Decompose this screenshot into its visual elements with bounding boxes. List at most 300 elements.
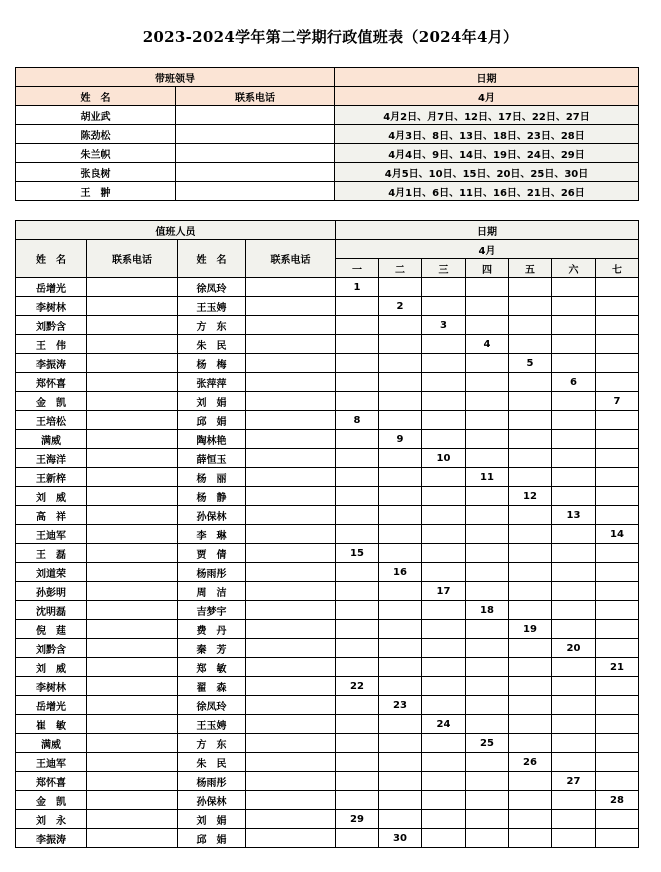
staff-phone2 <box>246 829 336 848</box>
leader-dates: 4月4日、9日、14日、19日、24日、29日 <box>335 144 639 163</box>
empty-day-cell <box>509 525 552 544</box>
empty-day-cell <box>596 278 639 297</box>
staff-phone1 <box>87 810 178 829</box>
staff-row <box>16 696 639 715</box>
staff-phone1 <box>87 791 178 810</box>
empty-day-cell <box>466 278 509 297</box>
page-title: 2023-2024学年第二学期行政值班表（2024年4月） <box>142 28 519 46</box>
empty-day-cell <box>552 449 596 468</box>
staff-name1: 李振涛 <box>16 354 87 373</box>
leader-name: 陈劲松 <box>16 125 176 144</box>
empty-day-cell <box>509 772 552 791</box>
empty-day-cell <box>422 791 466 810</box>
empty-day-cell <box>552 753 596 772</box>
staff-phone2 <box>246 354 336 373</box>
staff-name1: 满威 <box>16 734 87 753</box>
duty-day-cell: 5 <box>509 354 552 373</box>
staff-name2-header: 姓 名 <box>178 240 246 278</box>
duty-day-cell: 23 <box>379 696 422 715</box>
empty-day-cell <box>596 487 639 506</box>
empty-day-cell <box>379 791 422 810</box>
staff-phone2 <box>246 506 336 525</box>
duty-day-cell: 10 <box>422 449 466 468</box>
staff-phone2 <box>246 677 336 696</box>
empty-day-cell <box>422 772 466 791</box>
empty-day-cell <box>596 563 639 582</box>
staff-name2: 朱 民 <box>178 335 246 354</box>
staff-name1: 王新梓 <box>16 468 87 487</box>
staff-row <box>16 316 639 335</box>
staff-phone2 <box>246 487 336 506</box>
empty-day-cell <box>466 449 509 468</box>
empty-day-cell <box>336 582 379 601</box>
staff-row <box>16 658 639 677</box>
empty-day-cell <box>336 829 379 848</box>
empty-day-cell <box>552 829 596 848</box>
empty-day-cell <box>466 791 509 810</box>
staff-name2: 吉梦宇 <box>178 601 246 620</box>
staff-name1: 王迪军 <box>16 525 87 544</box>
staff-name2: 刘 娟 <box>178 810 246 829</box>
staff-phone2 <box>246 582 336 601</box>
empty-day-cell <box>596 297 639 316</box>
staff-name1: 金 凯 <box>16 791 87 810</box>
empty-day-cell <box>422 335 466 354</box>
duty-day-cell: 15 <box>336 544 379 563</box>
leader-name: 朱兰帜 <box>16 144 176 163</box>
empty-day-cell <box>552 525 596 544</box>
leader-row <box>16 182 639 201</box>
empty-day-cell <box>422 487 466 506</box>
duty-day-cell: 19 <box>509 620 552 639</box>
empty-day-cell <box>509 791 552 810</box>
empty-day-cell <box>336 696 379 715</box>
empty-day-cell <box>466 316 509 335</box>
empty-day-cell <box>336 449 379 468</box>
empty-day-cell <box>552 544 596 563</box>
empty-day-cell <box>336 791 379 810</box>
staff-name1: 岳增光 <box>16 696 87 715</box>
duty-day-cell: 13 <box>552 506 596 525</box>
staff-row <box>16 715 639 734</box>
staff-phone1 <box>87 278 178 297</box>
empty-day-cell <box>379 411 422 430</box>
empty-day-cell <box>336 354 379 373</box>
staff-phone1 <box>87 639 178 658</box>
duty-day-cell: 7 <box>596 392 639 411</box>
staff-row <box>16 563 639 582</box>
empty-day-cell <box>379 753 422 772</box>
staff-name2: 邱 娟 <box>178 829 246 848</box>
empty-day-cell <box>552 810 596 829</box>
duty-day-cell: 1 <box>336 278 379 297</box>
empty-day-cell <box>466 392 509 411</box>
staff-phone2 <box>246 392 336 411</box>
staff-row <box>16 449 639 468</box>
staff-name2: 李 琳 <box>178 525 246 544</box>
empty-day-cell <box>466 525 509 544</box>
empty-day-cell <box>466 544 509 563</box>
empty-day-cell <box>422 392 466 411</box>
empty-day-cell <box>422 620 466 639</box>
staff-name2: 郑 敏 <box>178 658 246 677</box>
weekday-header: 六 <box>552 259 596 278</box>
staff-name2: 邱 娟 <box>178 411 246 430</box>
empty-day-cell <box>552 411 596 430</box>
staff-row <box>16 335 639 354</box>
staff-month-header: 4月 <box>336 240 639 259</box>
empty-day-cell <box>596 468 639 487</box>
staff-phone2 <box>246 734 336 753</box>
staff-phone1 <box>87 696 178 715</box>
empty-day-cell <box>509 639 552 658</box>
empty-day-cell <box>379 620 422 639</box>
empty-day-cell <box>509 658 552 677</box>
empty-day-cell <box>379 392 422 411</box>
empty-day-cell <box>422 525 466 544</box>
leader-row <box>16 106 639 125</box>
empty-day-cell <box>509 278 552 297</box>
staff-phone1 <box>87 753 178 772</box>
empty-day-cell <box>509 506 552 525</box>
staff-name1: 沈明磊 <box>16 601 87 620</box>
empty-day-cell <box>509 297 552 316</box>
leader-duty-table <box>15 67 639 201</box>
empty-day-cell <box>336 506 379 525</box>
empty-day-cell <box>379 639 422 658</box>
duty-day-cell: 16 <box>379 563 422 582</box>
duty-day-cell: 24 <box>422 715 466 734</box>
empty-day-cell <box>552 297 596 316</box>
empty-day-cell <box>509 810 552 829</box>
staff-phone2 <box>246 658 336 677</box>
empty-day-cell <box>552 715 596 734</box>
empty-day-cell <box>422 278 466 297</box>
staff-phone2-header: 联系电话 <box>246 240 336 278</box>
staff-name2: 薛恒玉 <box>178 449 246 468</box>
staff-phone1 <box>87 430 178 449</box>
empty-day-cell <box>379 449 422 468</box>
empty-day-cell <box>596 772 639 791</box>
staff-group-header: 值班人员 <box>16 221 336 240</box>
empty-day-cell <box>466 582 509 601</box>
empty-day-cell <box>379 601 422 620</box>
empty-day-cell <box>379 468 422 487</box>
leader-phone <box>176 163 335 182</box>
duty-day-cell: 28 <box>596 791 639 810</box>
empty-day-cell <box>509 392 552 411</box>
staff-row <box>16 772 639 791</box>
empty-day-cell <box>422 696 466 715</box>
empty-day-cell <box>466 810 509 829</box>
staff-name1-header: 姓 名 <box>16 240 87 278</box>
staff-name1: 李树林 <box>16 297 87 316</box>
empty-day-cell <box>552 563 596 582</box>
empty-day-cell <box>466 411 509 430</box>
leader-row <box>16 144 639 163</box>
empty-day-cell <box>509 449 552 468</box>
staff-name1: 李树林 <box>16 677 87 696</box>
empty-day-cell <box>336 658 379 677</box>
staff-name1: 郑怀喜 <box>16 373 87 392</box>
staff-name2: 孙保林 <box>178 506 246 525</box>
staff-row <box>16 373 639 392</box>
empty-day-cell <box>466 715 509 734</box>
empty-day-cell <box>596 734 639 753</box>
weekday-header: 五 <box>509 259 552 278</box>
staff-phone2 <box>246 753 336 772</box>
empty-day-cell <box>466 620 509 639</box>
staff-name2: 张萍萍 <box>178 373 246 392</box>
empty-day-cell <box>336 297 379 316</box>
empty-day-cell <box>466 430 509 449</box>
empty-day-cell <box>336 468 379 487</box>
staff-name1: 崔 敏 <box>16 715 87 734</box>
staff-name1: 倪 莛 <box>16 620 87 639</box>
empty-day-cell <box>509 411 552 430</box>
weekday-header: 七 <box>596 259 639 278</box>
leader-row <box>16 125 639 144</box>
empty-day-cell <box>596 639 639 658</box>
staff-phone2 <box>246 696 336 715</box>
empty-day-cell <box>509 601 552 620</box>
staff-phone1-header: 联系电话 <box>87 240 178 278</box>
leader-row <box>16 163 639 182</box>
staff-name2: 朱 民 <box>178 753 246 772</box>
staff-name2: 杨 梅 <box>178 354 246 373</box>
leader-phone <box>176 182 335 201</box>
staff-name2: 贾 倩 <box>178 544 246 563</box>
empty-day-cell <box>552 601 596 620</box>
staff-row <box>16 791 639 810</box>
leader-month-header: 4月 <box>335 87 639 106</box>
weekday-header: 二 <box>379 259 422 278</box>
empty-day-cell <box>379 525 422 544</box>
staff-phone1 <box>87 734 178 753</box>
empty-day-cell <box>379 715 422 734</box>
staff-phone2 <box>246 297 336 316</box>
empty-day-cell <box>379 506 422 525</box>
empty-day-cell <box>509 335 552 354</box>
empty-day-cell <box>596 810 639 829</box>
empty-day-cell <box>379 335 422 354</box>
empty-day-cell <box>596 430 639 449</box>
empty-day-cell <box>552 468 596 487</box>
staff-name1: 王海洋 <box>16 449 87 468</box>
empty-day-cell <box>379 354 422 373</box>
empty-day-cell <box>379 734 422 753</box>
weekday-header: 四 <box>466 259 509 278</box>
empty-day-cell <box>552 278 596 297</box>
empty-day-cell <box>379 582 422 601</box>
staff-phone1 <box>87 525 178 544</box>
empty-day-cell <box>552 582 596 601</box>
empty-day-cell <box>552 316 596 335</box>
staff-name1: 王 伟 <box>16 335 87 354</box>
staff-name2: 杨 静 <box>178 487 246 506</box>
leader-phone-header: 联系电话 <box>176 87 335 106</box>
empty-day-cell <box>379 658 422 677</box>
empty-day-cell <box>379 316 422 335</box>
empty-day-cell <box>336 487 379 506</box>
staff-name2: 杨雨彤 <box>178 772 246 791</box>
empty-day-cell <box>336 392 379 411</box>
empty-day-cell <box>336 430 379 449</box>
leader-name-header: 姓 名 <box>16 87 176 106</box>
staff-name1: 刘黔含 <box>16 316 87 335</box>
staff-phone1 <box>87 677 178 696</box>
empty-day-cell <box>336 715 379 734</box>
empty-day-cell <box>379 487 422 506</box>
empty-day-cell <box>422 734 466 753</box>
staff-row <box>16 430 639 449</box>
staff-name2: 徐凤玲 <box>178 696 246 715</box>
staff-name2: 徐凤玲 <box>178 278 246 297</box>
staff-duty-table <box>15 220 639 848</box>
staff-phone2 <box>246 639 336 658</box>
staff-name2: 费 丹 <box>178 620 246 639</box>
staff-row <box>16 734 639 753</box>
staff-name1: 刘道荣 <box>16 563 87 582</box>
empty-day-cell <box>596 582 639 601</box>
empty-day-cell <box>596 753 639 772</box>
leader-phone <box>176 125 335 144</box>
empty-day-cell <box>422 601 466 620</box>
staff-phone1 <box>87 658 178 677</box>
staff-phone1 <box>87 335 178 354</box>
empty-day-cell <box>552 658 596 677</box>
empty-day-cell <box>596 829 639 848</box>
empty-day-cell <box>596 544 639 563</box>
empty-day-cell <box>466 639 509 658</box>
staff-name1: 刘 威 <box>16 658 87 677</box>
staff-row <box>16 639 639 658</box>
staff-phone1 <box>87 601 178 620</box>
staff-phone1 <box>87 620 178 639</box>
staff-row <box>16 677 639 696</box>
staff-row <box>16 506 639 525</box>
empty-day-cell <box>422 658 466 677</box>
empty-day-cell <box>509 563 552 582</box>
staff-row <box>16 525 639 544</box>
staff-name2: 周 洁 <box>178 582 246 601</box>
empty-day-cell <box>466 563 509 582</box>
staff-phone2 <box>246 620 336 639</box>
staff-name2: 刘 娟 <box>178 392 246 411</box>
empty-day-cell <box>509 582 552 601</box>
leader-name: 胡业武 <box>16 106 176 125</box>
staff-name1: 王 磊 <box>16 544 87 563</box>
duty-day-cell: 17 <box>422 582 466 601</box>
empty-day-cell <box>336 601 379 620</box>
empty-day-cell <box>422 354 466 373</box>
empty-day-cell <box>336 563 379 582</box>
duty-day-cell: 11 <box>466 468 509 487</box>
staff-phone1 <box>87 297 178 316</box>
staff-name1: 岳增光 <box>16 278 87 297</box>
leader-name: 张良树 <box>16 163 176 182</box>
empty-day-cell <box>422 430 466 449</box>
empty-day-cell <box>336 525 379 544</box>
empty-day-cell <box>552 677 596 696</box>
staff-name1: 刘 永 <box>16 810 87 829</box>
staff-row <box>16 544 639 563</box>
staff-phone2 <box>246 601 336 620</box>
empty-day-cell <box>466 829 509 848</box>
staff-phone2 <box>246 525 336 544</box>
staff-phone2 <box>246 810 336 829</box>
empty-day-cell <box>336 753 379 772</box>
empty-day-cell <box>379 544 422 563</box>
staff-name1: 高 祥 <box>16 506 87 525</box>
duty-day-cell: 3 <box>422 316 466 335</box>
duty-day-cell: 27 <box>552 772 596 791</box>
staff-phone1 <box>87 582 178 601</box>
empty-day-cell <box>336 373 379 392</box>
duty-day-cell: 6 <box>552 373 596 392</box>
empty-day-cell <box>552 696 596 715</box>
staff-phone1 <box>87 449 178 468</box>
staff-row <box>16 601 639 620</box>
staff-row <box>16 278 639 297</box>
duty-day-cell: 20 <box>552 639 596 658</box>
staff-phone1 <box>87 544 178 563</box>
staff-phone2 <box>246 563 336 582</box>
staff-phone2 <box>246 772 336 791</box>
empty-day-cell <box>466 297 509 316</box>
staff-name2: 陶林艳 <box>178 430 246 449</box>
empty-day-cell <box>379 373 422 392</box>
empty-day-cell <box>596 316 639 335</box>
weekday-header: 一 <box>336 259 379 278</box>
duty-day-cell: 29 <box>336 810 379 829</box>
empty-day-cell <box>509 468 552 487</box>
empty-day-cell <box>596 715 639 734</box>
staff-phone1 <box>87 506 178 525</box>
leader-dates: 4月1日、6日、11日、16日、21日、26日 <box>335 182 639 201</box>
empty-day-cell <box>552 430 596 449</box>
staff-name1: 刘 威 <box>16 487 87 506</box>
empty-day-cell <box>509 544 552 563</box>
staff-phone1 <box>87 563 178 582</box>
empty-day-cell <box>336 734 379 753</box>
staff-row <box>16 392 639 411</box>
duty-day-cell: 4 <box>466 335 509 354</box>
leader-dates: 4月5日、10日、15日、20日、25日、30日 <box>335 163 639 182</box>
empty-day-cell <box>596 696 639 715</box>
empty-day-cell <box>422 297 466 316</box>
empty-day-cell <box>336 772 379 791</box>
staff-phone1 <box>87 715 178 734</box>
empty-day-cell <box>596 677 639 696</box>
staff-name1: 郑怀喜 <box>16 772 87 791</box>
staff-phone1 <box>87 392 178 411</box>
empty-day-cell <box>422 677 466 696</box>
duty-day-cell: 12 <box>509 487 552 506</box>
leader-phone <box>176 144 335 163</box>
empty-day-cell <box>466 677 509 696</box>
empty-day-cell <box>596 335 639 354</box>
staff-name2: 翟 森 <box>178 677 246 696</box>
staff-row <box>16 468 639 487</box>
empty-day-cell <box>509 373 552 392</box>
staff-row <box>16 753 639 772</box>
empty-day-cell <box>422 544 466 563</box>
duty-day-cell: 18 <box>466 601 509 620</box>
staff-name2: 方 东 <box>178 316 246 335</box>
empty-day-cell <box>336 620 379 639</box>
staff-row <box>16 297 639 316</box>
